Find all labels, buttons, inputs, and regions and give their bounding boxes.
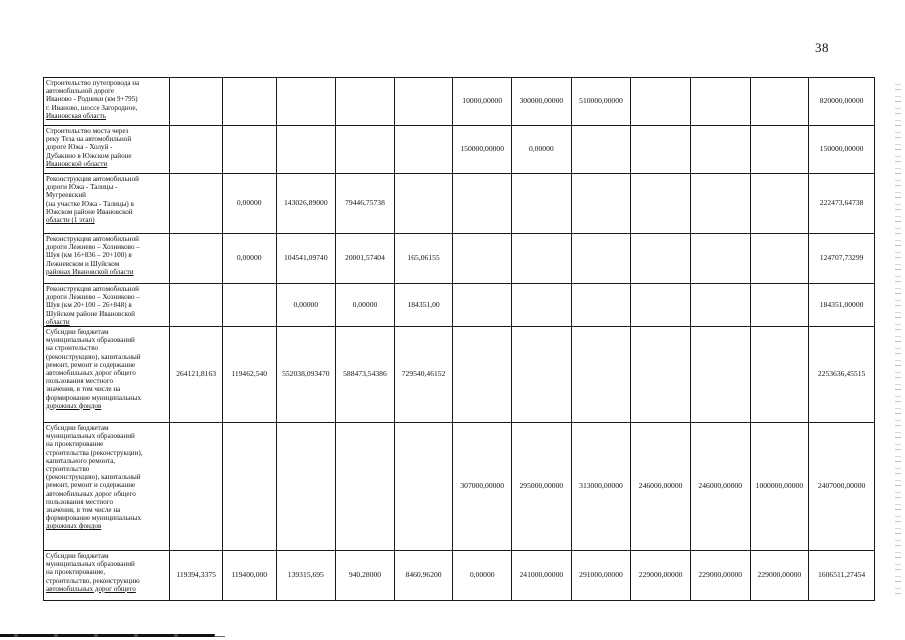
value-cell-c5: 8460,96200 (394, 551, 453, 601)
table-row (44, 327, 875, 423)
row-name-line: автомобильной дороге (46, 87, 115, 96)
value-cell-c7 (512, 234, 572, 284)
table-row (44, 234, 875, 284)
value-cell-c7: 0,00000 (512, 126, 572, 174)
row-name-line: Ивановская область (46, 111, 107, 120)
row-name-line: Реконструкция автомобильной (46, 175, 139, 183)
row-name-line: Субсидии бюджетам (46, 328, 109, 337)
value-cell-c9 (631, 126, 691, 174)
value-cell-c10 (690, 327, 750, 423)
budget-table (43, 77, 875, 601)
total-cell: 2253636,45515 (809, 327, 875, 423)
value-cell-c1 (170, 234, 223, 284)
row-name-line: на строительство (46, 344, 99, 353)
value-cell-c6: 0,00000 (453, 551, 512, 601)
value-cell-c1: 264121,8163 (170, 327, 223, 423)
value-cell-c4 (336, 423, 395, 551)
value-cell-c6 (453, 327, 512, 423)
row-name-line: Дубакино в Южском районе (46, 151, 132, 160)
row-name-line: Шуя (км 16+836 – 20+100) в (46, 251, 132, 260)
row-name-line: области (1 этап) (46, 216, 95, 225)
value-cell-c6 (453, 234, 512, 284)
row-name-cell (44, 284, 170, 327)
value-cell-c3: 139315,695 (276, 551, 336, 601)
total-cell: 150000,00000 (809, 126, 875, 174)
value-cell-c11 (750, 327, 809, 423)
row-name-line: автомобильных дорог общего (46, 489, 136, 498)
row-name-cell (44, 327, 170, 423)
value-cell-c11: 1000000,00000 (750, 423, 809, 551)
value-cell-c2: 0,00000 (222, 174, 276, 234)
row-name-line: значения, в том числе на (46, 506, 121, 515)
row-name-line: дороги Лежнево – Хозниково – (46, 293, 140, 302)
value-cell-c4: 940,28000 (336, 551, 395, 601)
value-cell-c9 (631, 327, 691, 423)
value-cell-c1 (170, 126, 223, 174)
row-name-line: реку Теза на автомобильной (46, 135, 132, 144)
row-name-line: Шуя (км 20+100 – 26+848) в (46, 301, 132, 310)
value-cell-c2 (222, 423, 276, 551)
row-name-line: автомобильных дорог общего (46, 584, 136, 593)
value-cell-c5: 165,06155 (394, 234, 453, 284)
value-cell-c2 (222, 126, 276, 174)
row-name-line: районах Ивановской области (46, 267, 134, 276)
value-cell-c10: 229000,00000 (690, 551, 750, 601)
value-cell-c5 (394, 174, 453, 234)
row-name-line: муниципальных образований (46, 560, 135, 569)
value-cell-c3 (276, 126, 336, 174)
value-cell-c1 (170, 174, 223, 234)
value-cell-c1 (170, 423, 223, 551)
value-cell-c9 (631, 78, 691, 126)
row-name-cell (44, 234, 170, 284)
row-name-cell (44, 174, 170, 234)
page-number: 38 (815, 40, 829, 55)
value-cell-c4: 588473,54386 (336, 327, 395, 423)
row-name-line: дороги Южа - Талицы - (46, 183, 118, 192)
value-cell-c2: 119400,000 (222, 551, 276, 601)
total-cell: 184351,00000 (809, 284, 875, 327)
value-cell-c5 (394, 423, 453, 551)
row-name-line: формирование муниципальных (46, 393, 141, 402)
value-cell-c6: 150000,00000 (453, 126, 512, 174)
value-cell-c8 (571, 284, 631, 327)
value-cell-c9: 229000,00000 (631, 551, 691, 601)
value-cell-c8: 291000,00000 (571, 551, 631, 601)
row-name-cell (44, 551, 170, 601)
scan-edge-marks (895, 78, 901, 598)
value-cell-c1: 119394,3375 (170, 551, 223, 601)
value-cell-c7: 241000,00000 (512, 551, 572, 601)
row-name-line: Реконструкция автомобильной (46, 285, 139, 293)
value-cell-c2: 119462,540 (222, 327, 276, 423)
value-cell-c6: 307000,00000 (453, 423, 512, 551)
value-cell-c3: 0,00000 (276, 284, 336, 327)
value-cell-c4: 20001,57404 (336, 234, 395, 284)
row-name-line: дороги Лежнево – Хозниково – (46, 243, 140, 252)
row-name-line: г. Иваново, шоссе Загородное, (46, 103, 138, 112)
value-cell-c4: 0,00000 (336, 284, 395, 327)
scan-artifact-line (0, 634, 215, 637)
row-name-line: области (46, 317, 70, 326)
value-cell-c11 (750, 234, 809, 284)
total-cell: 820000,00000 (809, 78, 875, 126)
row-name-line: значения, в том числе на (46, 385, 121, 394)
value-cell-c1 (170, 284, 223, 327)
value-cell-c11 (750, 284, 809, 327)
value-cell-c3: 552038,093470 (276, 327, 336, 423)
value-cell-c8 (571, 327, 631, 423)
value-cell-c8 (571, 174, 631, 234)
value-cell-c10 (690, 78, 750, 126)
value-cell-c2 (222, 78, 276, 126)
table-row (44, 126, 875, 174)
row-name-line: на проектирование (46, 440, 104, 449)
value-cell-c11 (750, 78, 809, 126)
value-cell-c4 (336, 126, 395, 174)
table-row (44, 284, 875, 327)
value-cell-c8 (571, 234, 631, 284)
row-name-line: пользования местного (46, 497, 114, 506)
value-cell-c5: 184351,00 (394, 284, 453, 327)
value-cell-c11 (750, 174, 809, 234)
table-row (44, 174, 875, 234)
value-cell-c11: 229000,00000 (750, 551, 809, 601)
value-cell-c3 (276, 78, 336, 126)
table-row (44, 423, 875, 551)
value-cell-c1 (170, 78, 223, 126)
row-name-line: формирование муниципальных (46, 514, 141, 523)
value-cell-c5: 729540,46152 (394, 327, 453, 423)
value-cell-c7 (512, 284, 572, 327)
row-name-line: дорожных фондов (46, 522, 102, 531)
row-name-line: муниципальных образований (46, 432, 135, 441)
row-name-line: Лежневском и Шуйском (46, 259, 120, 268)
value-cell-c11 (750, 126, 809, 174)
row-name-line: ремонт, ремонт и содержание (46, 481, 136, 490)
row-name-line: автомобильных дорог общего (46, 369, 136, 378)
row-name-line: Мугреевский (46, 191, 86, 200)
value-cell-c6 (453, 284, 512, 327)
row-name-line: Иваново - Родники (км 9+795) (46, 95, 138, 104)
value-cell-c5 (394, 126, 453, 174)
row-name-line: (на участке Южа - Талицы) в (46, 199, 134, 208)
row-name-line: ремонт, ремонт и содержание (46, 360, 136, 369)
value-cell-c9: 246000,00000 (631, 423, 691, 551)
row-name-line: дороге Южа - Холуй - (46, 143, 113, 152)
value-cell-c8 (571, 126, 631, 174)
value-cell-c7: 300000,00000 (512, 78, 572, 126)
value-cell-c4: 79446,75738 (336, 174, 395, 234)
value-cell-c4 (336, 78, 395, 126)
row-name-line: Строительство моста через (46, 127, 129, 135)
row-name-line: Южском районе Ивановской (46, 207, 133, 216)
row-name-line: капитального ремонта, (46, 456, 116, 465)
table-row (44, 78, 875, 126)
row-name-line: (реконструкцию), капитальный (46, 352, 141, 361)
value-cell-c10 (690, 234, 750, 284)
row-name-line: строительство, реконструкцию (46, 576, 140, 585)
value-cell-c10: 246000,00000 (690, 423, 750, 551)
value-cell-c8: 510000,00000 (571, 78, 631, 126)
row-name-line: Ивановской области (46, 159, 108, 168)
total-cell: 124707,73299 (809, 234, 875, 284)
row-name-cell (44, 126, 170, 174)
row-name-line: Субсидии бюджетам (46, 424, 109, 433)
value-cell-c10 (690, 126, 750, 174)
value-cell-c7 (512, 327, 572, 423)
table-row (44, 551, 875, 601)
row-name-line: (реконструкцию), капитальный (46, 473, 141, 482)
value-cell-c6 (453, 174, 512, 234)
row-name-line: Строительство путепровода на (46, 79, 140, 87)
row-name-line: строительство (46, 465, 90, 474)
value-cell-c8: 313000,00000 (571, 423, 631, 551)
row-name-line: муниципальных образований (46, 336, 135, 345)
row-name-cell (44, 423, 170, 551)
value-cell-c3: 143026,89000 (276, 174, 336, 234)
value-cell-c9 (631, 234, 691, 284)
value-cell-c7 (512, 174, 572, 234)
value-cell-c5 (394, 78, 453, 126)
value-cell-c10 (690, 174, 750, 234)
total-cell: 1606511,27454 (809, 551, 875, 601)
value-cell-c10 (690, 284, 750, 327)
row-name-line: пользования местного (46, 377, 114, 386)
row-name-line: Шуйском районе Ивановской (46, 309, 135, 318)
value-cell-c6: 10000,00000 (453, 78, 512, 126)
row-name-line: Субсидии бюджетам (46, 552, 109, 561)
value-cell-c7: 295000,00000 (512, 423, 572, 551)
value-cell-c2: 0,00000 (222, 234, 276, 284)
total-cell: 2407000,00000 (809, 423, 875, 551)
value-cell-c9 (631, 284, 691, 327)
row-name-line: на проектирование, (46, 568, 106, 577)
value-cell-c3 (276, 423, 336, 551)
total-cell: 222473,64738 (809, 174, 875, 234)
row-name-line: строительства (реконструкции), (46, 448, 143, 457)
value-cell-c3: 104541,09740 (276, 234, 336, 284)
value-cell-c2 (222, 284, 276, 327)
value-cell-c9 (631, 174, 691, 234)
row-name-line: дорожных фондов (46, 401, 102, 410)
row-name-cell (44, 78, 170, 126)
scan-artifact-line-tail (215, 636, 225, 637)
row-name-line: Реконструкция автомобильной (46, 235, 139, 243)
